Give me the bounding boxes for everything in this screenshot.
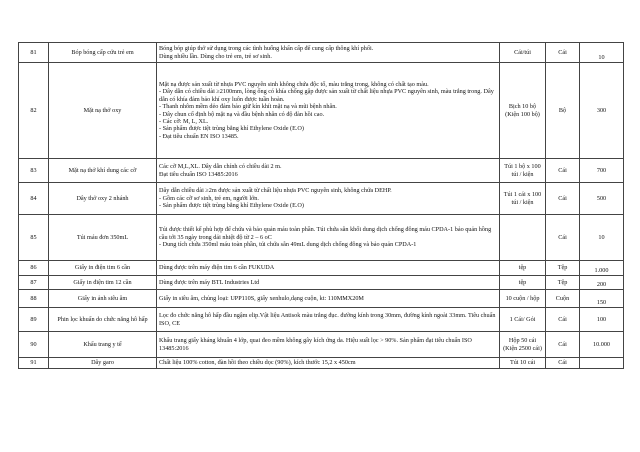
description-line: Đạt tiêu chuẩn ISO 13485:2016 bbox=[159, 170, 238, 178]
item-name: Mặt nạ thở khí dung các cỡ bbox=[49, 159, 157, 183]
unit: Cái bbox=[546, 215, 580, 261]
unit: Tệp bbox=[546, 276, 580, 290]
table-row bbox=[19, 290, 624, 308]
table-row bbox=[19, 43, 624, 63]
item-description bbox=[157, 183, 500, 215]
unit: Cái bbox=[546, 43, 580, 63]
table-row bbox=[19, 63, 624, 159]
row-number: 86 bbox=[19, 261, 49, 276]
description-line: - Dây chun cố định bộ mặt nạ và đầu bệnh nhân có độ đàn hồi cao. bbox=[159, 110, 325, 118]
quantity: 700 bbox=[580, 159, 624, 183]
item-description bbox=[157, 43, 500, 63]
row-number: 91 bbox=[19, 358, 49, 369]
description-line: Dùng nhiều lần. Dùng cho trẻ em, trẻ sơ sinh. bbox=[159, 52, 272, 60]
item-description bbox=[157, 290, 500, 308]
description-line: Lọc đo chức năng hô hấp đầu ngậm elip.Vật liệu Antisok màu trắng đục. đường kính trong 30mm, đường kính ngoài 33mm. Tiêu chuẩn ISO, CE bbox=[159, 312, 496, 327]
item-description bbox=[157, 63, 500, 159]
description-line: - Gồm các cỡ sơ sinh, trẻ em, người lớn. bbox=[159, 194, 259, 202]
item-name: Bóp bóng cấp cứu trẻ em bbox=[49, 43, 157, 63]
item-name: Khẩu trang y tế bbox=[49, 332, 157, 358]
description-line: - Đạt tiêu chuẩn EN ISO 13485. bbox=[159, 132, 239, 140]
packaging: Cái/túi bbox=[500, 43, 546, 63]
table-row bbox=[19, 332, 624, 358]
item-description bbox=[157, 332, 500, 358]
description-line: - Dây dẫn có chiều dài ≥2100mm, lòng ống có khía chống gập được sản xuất từ chất liệu nhựa PVC nguyên sinh, màu trắng trong. Dây dẫn có khía đảm bảo khí oxy luôn được tuần hoàn. bbox=[159, 88, 494, 103]
item-description bbox=[157, 159, 500, 183]
item-name: Túi máu đơn 350mL bbox=[49, 215, 157, 261]
description-line: Dây dẫn chiều dài ≥2m được sản xuất từ chất liệu nhựa PVC nguyên sinh, không chứa DEHP. bbox=[159, 187, 392, 195]
packaging: 10 cuộn / hộp bbox=[500, 290, 546, 308]
unit: Tệp bbox=[546, 261, 580, 276]
item-name: Giấy in điện tim 12 cần bbox=[49, 276, 157, 290]
unit: Cái bbox=[546, 159, 580, 183]
description-line: Túi được thiết kế phù hợp để chứa và bảo quản máu toàn phần. Túi chứa sẵn khối dung dịch chống đông máu CPDA-1 bảo quản hồng cầu tới 35 ngày trong dải nhiệt độ từ 2 – 6 oC bbox=[159, 226, 492, 241]
unit: Cuộn bbox=[546, 290, 580, 308]
unit: Bộ bbox=[546, 63, 580, 159]
item-name: Mặt nạ thở oxy bbox=[49, 63, 157, 159]
table-row bbox=[19, 183, 624, 215]
row-number: 85 bbox=[19, 215, 49, 261]
equipment-table bbox=[18, 42, 624, 369]
quantity: 300 bbox=[580, 63, 624, 159]
packaging: tệp bbox=[500, 276, 546, 290]
description-line: Giấy in siêu âm, chủng loại: UPP110S, giấy xenhulo,dạng cuộn, kt: 110MMX20M bbox=[159, 294, 364, 302]
description-line: - Dung tích chứa 350ml máu toàn phần, túi chứa sẵn 49mL dung dịch chống đông và bảo quản CPDA-1 bbox=[159, 241, 417, 249]
item-description bbox=[157, 261, 500, 276]
description-line: Chất liệu 100% cotton, đàn hồi theo chiều dọc (90%), kích thước 15,2 x 450cm bbox=[159, 359, 356, 367]
item-description bbox=[157, 308, 500, 332]
item-description bbox=[157, 358, 500, 369]
description-line: Dùng được trên máy điện tim 6 cần FUKUDA bbox=[159, 264, 275, 272]
description-line: Bóng bóp giúp thở sử dụng trong các tình huống khẩn cấp để cung cấp thông khí phổi. bbox=[159, 45, 374, 53]
description-line: Khẩu trang giấy kháng khuẩn 4 lớp, quai đeo mềm không gây kích ứng da. Hiệu suất lọc > 90%. Sản phẩm đạt tiêu chuẩn ISO 13485:2016 bbox=[159, 337, 472, 352]
quantity: 10 bbox=[580, 215, 624, 261]
description-line: - Sản phẩm được tiệt trùng bằng khí Ethylene Oxide (E.O) bbox=[159, 202, 304, 210]
description-line: - Sản phẩm được tiệt trùng bằng khí Ethylene Oxide (E.O) bbox=[159, 125, 304, 133]
item-name: Giấy in ảnh siêu âm bbox=[49, 290, 157, 308]
table-row bbox=[19, 215, 624, 261]
quantity: 10.000 bbox=[580, 332, 624, 358]
item-name: Dây garo bbox=[49, 358, 157, 369]
packaging: Túi 1 bộ x 100 túi / kiện bbox=[500, 159, 546, 183]
row-number: 81 bbox=[19, 43, 49, 63]
packaging: tệp bbox=[500, 261, 546, 276]
packaging: Bịch 10 bộ (Kiện 100 bộ) bbox=[500, 63, 546, 159]
quantity bbox=[580, 358, 624, 369]
row-number: 87 bbox=[19, 276, 49, 290]
table-row bbox=[19, 308, 624, 332]
description-line: Các cỡ M,L,XL. Dây dẫn chính có chiều dài 2 m. bbox=[159, 163, 282, 171]
item-description bbox=[157, 276, 500, 290]
item-name: Phin lọc khuẩn do chức năng hô hấp bbox=[49, 308, 157, 332]
description-line: Mặt nạ được sản xuất từ nhựa PVC nguyên sinh không chứa độc tố, màu trắng trong, không có chất tạo màu. bbox=[159, 80, 429, 88]
table-row bbox=[19, 261, 624, 276]
row-number: 90 bbox=[19, 332, 49, 358]
unit: Cái bbox=[546, 358, 580, 369]
row-number: 89 bbox=[19, 308, 49, 332]
quantity: 200 bbox=[580, 276, 624, 290]
quantity: 500 bbox=[580, 183, 624, 215]
item-name: Dây thở oxy 2 nhánh bbox=[49, 183, 157, 215]
row-number: 83 bbox=[19, 159, 49, 183]
packaging: 1 Cái/ Gói bbox=[500, 308, 546, 332]
quantity: 100 bbox=[580, 308, 624, 332]
packaging: Hộp 50 cái (Kiện 2500 cái) bbox=[500, 332, 546, 358]
row-number: 82 bbox=[19, 63, 49, 159]
description-line: - Các cỡ: M, L, XL. bbox=[159, 117, 209, 125]
table-row bbox=[19, 159, 624, 183]
row-number: 88 bbox=[19, 290, 49, 308]
description-line: Dùng được trên máy BTL Industries Ltd bbox=[159, 278, 260, 286]
item-description bbox=[157, 215, 500, 261]
unit: Cái bbox=[546, 332, 580, 358]
unit: Cái bbox=[546, 183, 580, 215]
quantity: 150 bbox=[580, 290, 624, 308]
quantity: 10 bbox=[580, 43, 624, 63]
unit: Cái bbox=[546, 308, 580, 332]
item-name: Giấy in điện tim 6 cần bbox=[49, 261, 157, 276]
packaging bbox=[500, 215, 546, 261]
quantity: 1.000 bbox=[580, 261, 624, 276]
description-line: - Thanh nhôm mềm dẻo đảm bảo giữ kín khít mặt nạ và mũi bệnh nhân. bbox=[159, 103, 337, 111]
packaging: Túi 1 cái x 100 túi / kiện bbox=[500, 183, 546, 215]
table-row bbox=[19, 358, 624, 369]
packaging: Túi 10 cái bbox=[500, 358, 546, 369]
table-row bbox=[19, 276, 624, 290]
row-number: 84 bbox=[19, 183, 49, 215]
